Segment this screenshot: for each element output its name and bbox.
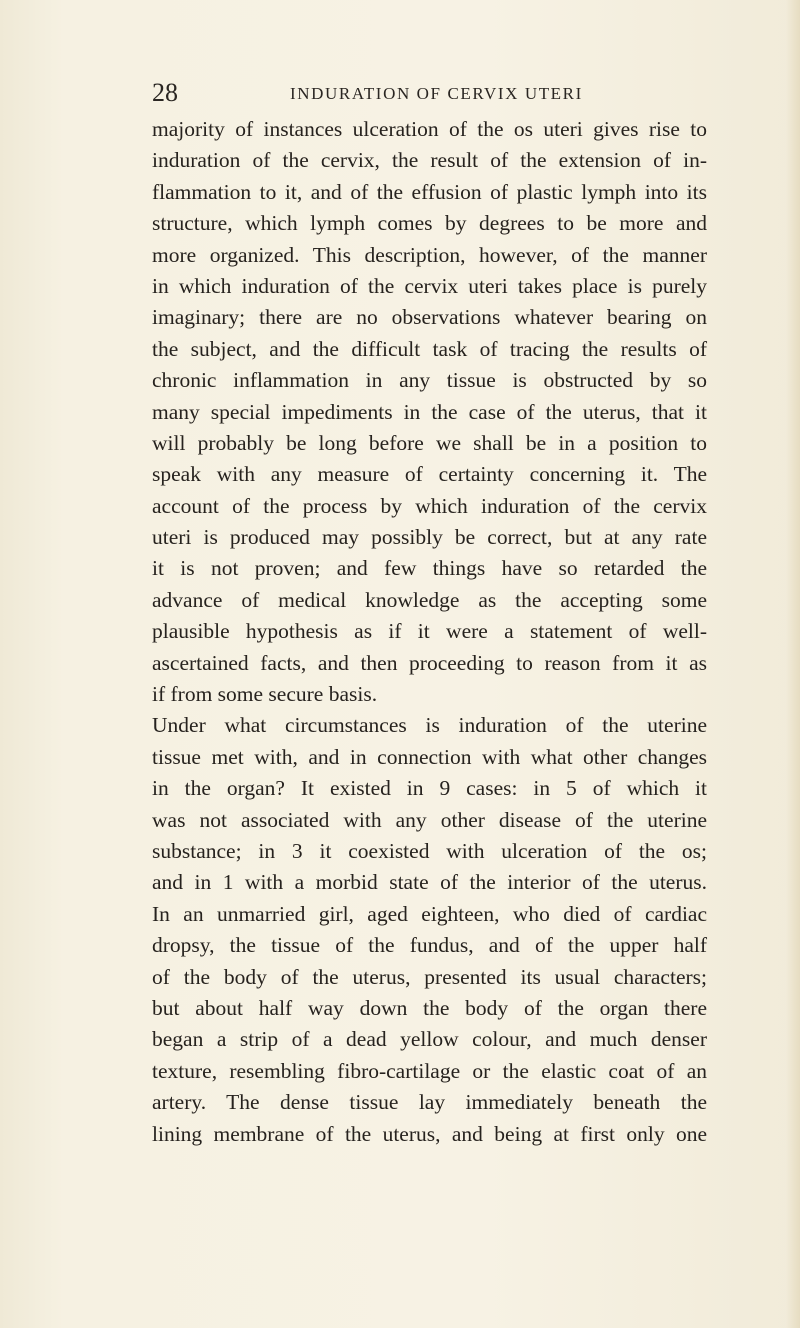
text-line: chronic inflammation in any tissue is obstructed by so [152, 368, 707, 393]
text-line: imaginary; there are no observations whatever bearing on [152, 305, 707, 330]
text-line: but about half way down the body of the organ there [152, 995, 707, 1020]
text-line: will probably be long before we shall be in a position to [152, 430, 707, 455]
text-line: majority of instances ulceration of the os uteri gives rise to [152, 117, 707, 141]
text-line: of the body of the uterus, presented its usual characters; [152, 964, 707, 989]
text-line: structure, which lymph comes by degrees to be more and [152, 211, 707, 236]
text-line: in which induration of the cervix uteri takes place is purely [152, 273, 707, 298]
page-number: 28 [152, 78, 178, 107]
text-line: was not associated with any other disease of the uterine [152, 807, 707, 832]
text-line: In an unmarried girl, aged eighteen, who died of cardiac [152, 901, 707, 926]
text-line: lining membrane of the uterus, and being at first only one [152, 1121, 707, 1146]
text-line: more organized. This description, however, of the manner [152, 242, 707, 267]
body-text [152, 114, 707, 1150]
text-line: it is not proven; and few things have so retarded the [152, 556, 707, 581]
page-edge-shadow [786, 0, 800, 1328]
text-line: plausible hypothesis as if it were a statement of well- [152, 619, 707, 644]
text-line: dropsy, the tissue of the fundus, and of the upper half [152, 933, 707, 958]
text-line: flammation to it, and of the effusion of plastic lymph into its [152, 179, 707, 204]
text-line: account of the process by which induration of the cervix [152, 493, 707, 518]
text-line: ascertained facts, and then proceeding to reason from it as [152, 650, 707, 675]
text-line: uteri is produced may possibly be correct, but at any rate [152, 525, 707, 550]
text-line: induration of the cervix, the result of the extension of in- [152, 148, 707, 173]
text-line: Under what circumstances is induration of the uterine [152, 713, 707, 738]
running-head: INDURATION OF CERVIX UTERI [290, 84, 583, 103]
text-line: tissue met with, and in connection with what other changes [152, 744, 707, 769]
text-line: the subject, and the difficult task of tracing the results of [152, 336, 707, 361]
text-line: began a strip of a dead yellow colour, and much denser [152, 1027, 707, 1052]
text-line: in the organ? It existed in 9 cases: in 5 of which it [152, 776, 707, 801]
text-line: advance of medical knowledge as the accepting some [152, 587, 707, 612]
text-line: and in 1 with a morbid state of the interior of the uterus. [152, 870, 707, 895]
text-line: substance; in 3 it coexisted with ulceration of the os; [152, 838, 707, 863]
text-line: artery. The dense tissue lay immediately beneath the [152, 1090, 707, 1115]
text-line: speak with any measure of certainty concerning it. The [152, 462, 707, 487]
text-line: many special impediments in the case of the uterus, that it [152, 399, 707, 424]
page-header [152, 78, 652, 108]
text-line: texture, resembling fibro-cartilage or the elastic coat of an [152, 1058, 707, 1083]
text-line: if from some secure basis. [152, 682, 378, 707]
